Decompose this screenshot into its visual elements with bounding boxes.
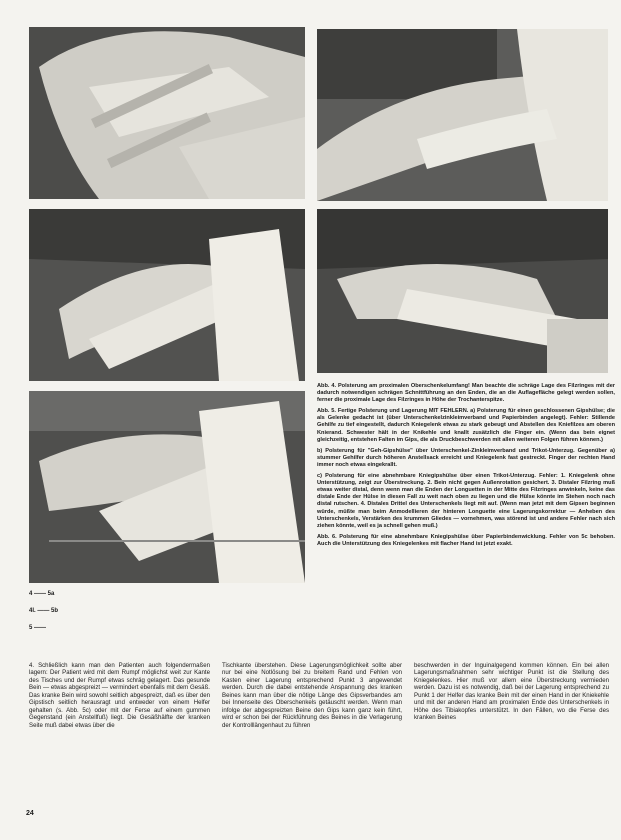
photo-abb-6 bbox=[29, 391, 305, 583]
legend-item: 5 —— bbox=[29, 625, 47, 631]
legend-item: 4 —— 5a bbox=[29, 591, 55, 597]
photo-abb-5a bbox=[317, 29, 608, 201]
body-column-2 bbox=[222, 662, 402, 729]
photo-abb-5c bbox=[317, 209, 608, 373]
photo-abb-5b bbox=[29, 209, 305, 381]
body-column-1 bbox=[29, 662, 210, 729]
caption-abb-5a: Abb. 5. Fertige Polsterung und Lagerung MIT FEHLERN. a) Polsterung für einen geschlossenen Gipshülse; die als Gelenke gedacht ist (über Unterschenkelzinkleimverband und Papierbinden angelegt). Fehler: Stillende Gehilfe zu tief eingestellt, dadurch Kniegelenk etwas zu stark gebeugt und Abstellen des Kniefilzes am oberen Knierand. Schwester hält in der Knikehle und knallt zusätzlich die Finger ein. (Wenn das bein eignet gleichzeitig, entstehen Falten im Gips, die als Druckbeschwerden mit allen weiteren Folgen führen können.) bbox=[317, 408, 615, 443]
page-number: 24 bbox=[26, 810, 34, 817]
body-paragraph: beschwerden in der Inguinalgegend kommen können. Ein bei allen Lagerungsmaßnahmen sehr wichtiger Punkt ist die Stellung des Kniegelenkes. Hier muß vor allem eine Überstreckung vermieden werden. Dazu ist es notwendig, daß bei der Lagerung entsprechend zu Punkt 1 der Helfer das kranke Bein mit der einen Hand in der Kniekehle und mit der anderen Hand am proximalen Ende des Unterschenkels in Höhe des Tibiakopfes unterstützt. In den Fällen, wo die Ferse des kranken Beines bbox=[414, 662, 609, 722]
caption-abb-4: Abb. 4. Polsterung am proximalen Oberschenkelumfang! Man beachte die schräge Lage des Filzringes mit der dadurch notwendigen schrägen Schnittführung an den Enden, die an die Auflagefläche gelegt werden sollen, ferner die proximale Lage des Filzringes in Höhe der Trochanterspitze. bbox=[317, 383, 615, 404]
caption-abb-6: Abb. 6. Polsterung für eine abnehmbare Kniegipshülse über Papierbindenwicklung. Fehler von 5c behoben. Auch die Unterstützung des Kniegelenkes mit flacher Hand ist jetzt exakt. bbox=[317, 533, 615, 547]
caption-abb-5c: c) Polsterung für eine abnehmbare Kniegipshülse über einen Trikot-Unterzug. Fehler: 1. Kniegelenk ohne Unterstützung, zeigt zur Überstreckung. 2. Bein nicht gegen Außenrotation gesichert. 3. Distaler Filzring muß etwas weiter distal, denn wenn man die Enden der Longuetten in der Mitte des Filzringes anwinkeln, keine das distale Ende der Hülse in diesen Fall zu weit nach oben zu liegen und die Hülse könnte im Stehen noch nach distal rutschen. 4. Distales Drittel des Unterschenkels liegt mit auf. (Wenn man jetzt mit dem Gipsen beginnen würde, müßte man beim Anmodellieren der hinteren Longuette eine Lagerungskorrektur — Anheben des Unterschenkels, Verstärken des krummen Gliedes — vornehmen, was störend ist und andere Fehler nach sich ziehen könnte, weil es ja schnell gehen muß.) bbox=[317, 473, 615, 529]
photo-abb-4 bbox=[29, 27, 305, 199]
caption-abb-5b: b) Polsterung für "Geh-Gipshülse" über Unterschenkel-Zinkleimverband und Trikot-Unterzug. Gegenüber a) stummer Gehilfer durch höheren Anstellsack erreicht und Kniegelenk fast gestreckt. Finger der rechten Hand immer noch etwas eingekrallt. bbox=[317, 447, 615, 468]
figure-legend bbox=[29, 586, 58, 637]
figure-captions bbox=[317, 383, 615, 552]
body-column-3 bbox=[414, 662, 609, 722]
legend-item: 4l. —— 5b bbox=[29, 608, 59, 614]
body-paragraph: Tischkante überstehen. Diese Lagerungsmöglichkeit sollte aber nur bei eine Notlösung bei zu breitem Rand und Fehlen von Kasten einer Lagerung entsprechend Punkt 3 angewendet werden. Durch die dabei entstehende Anspannung des kranken Beines kann man über die nötige Länge des Gipsverbandes am bei Innenseite des Oberschenkels getäuscht werden. Wenn man infolge der abgespreizten Beine den Gips kann ganz kein führt, wird er schon bei der Rückführung des Beines in die Verlagerung der Kontrolllängenhaut zu führen bbox=[222, 662, 402, 729]
body-paragraph: 4. Schließlich kann man den Patienten auch folgendermaßen lagern: Der Patient wird mit dem Rumpf möglichst weit zur Kante des Tisches und der Rumpf etwas schräg gelagert. Das gesunde Bein — etwas abgespreizt — vermindert ebenfalls mit dem Gesäß. Das kranke Bein wird sowohl seitlich abgespreizt, daß es über den Gipstisch seitlich herausragt und entweder von einem Helfer gehalten (s. Abb. 5c) oder mit der Ferse auf einem gummen Gegenstand (ein Anstellfuß) liegt. Die Gesäßhälfte der kranken Seite muß dabei etwas über die bbox=[29, 662, 210, 729]
